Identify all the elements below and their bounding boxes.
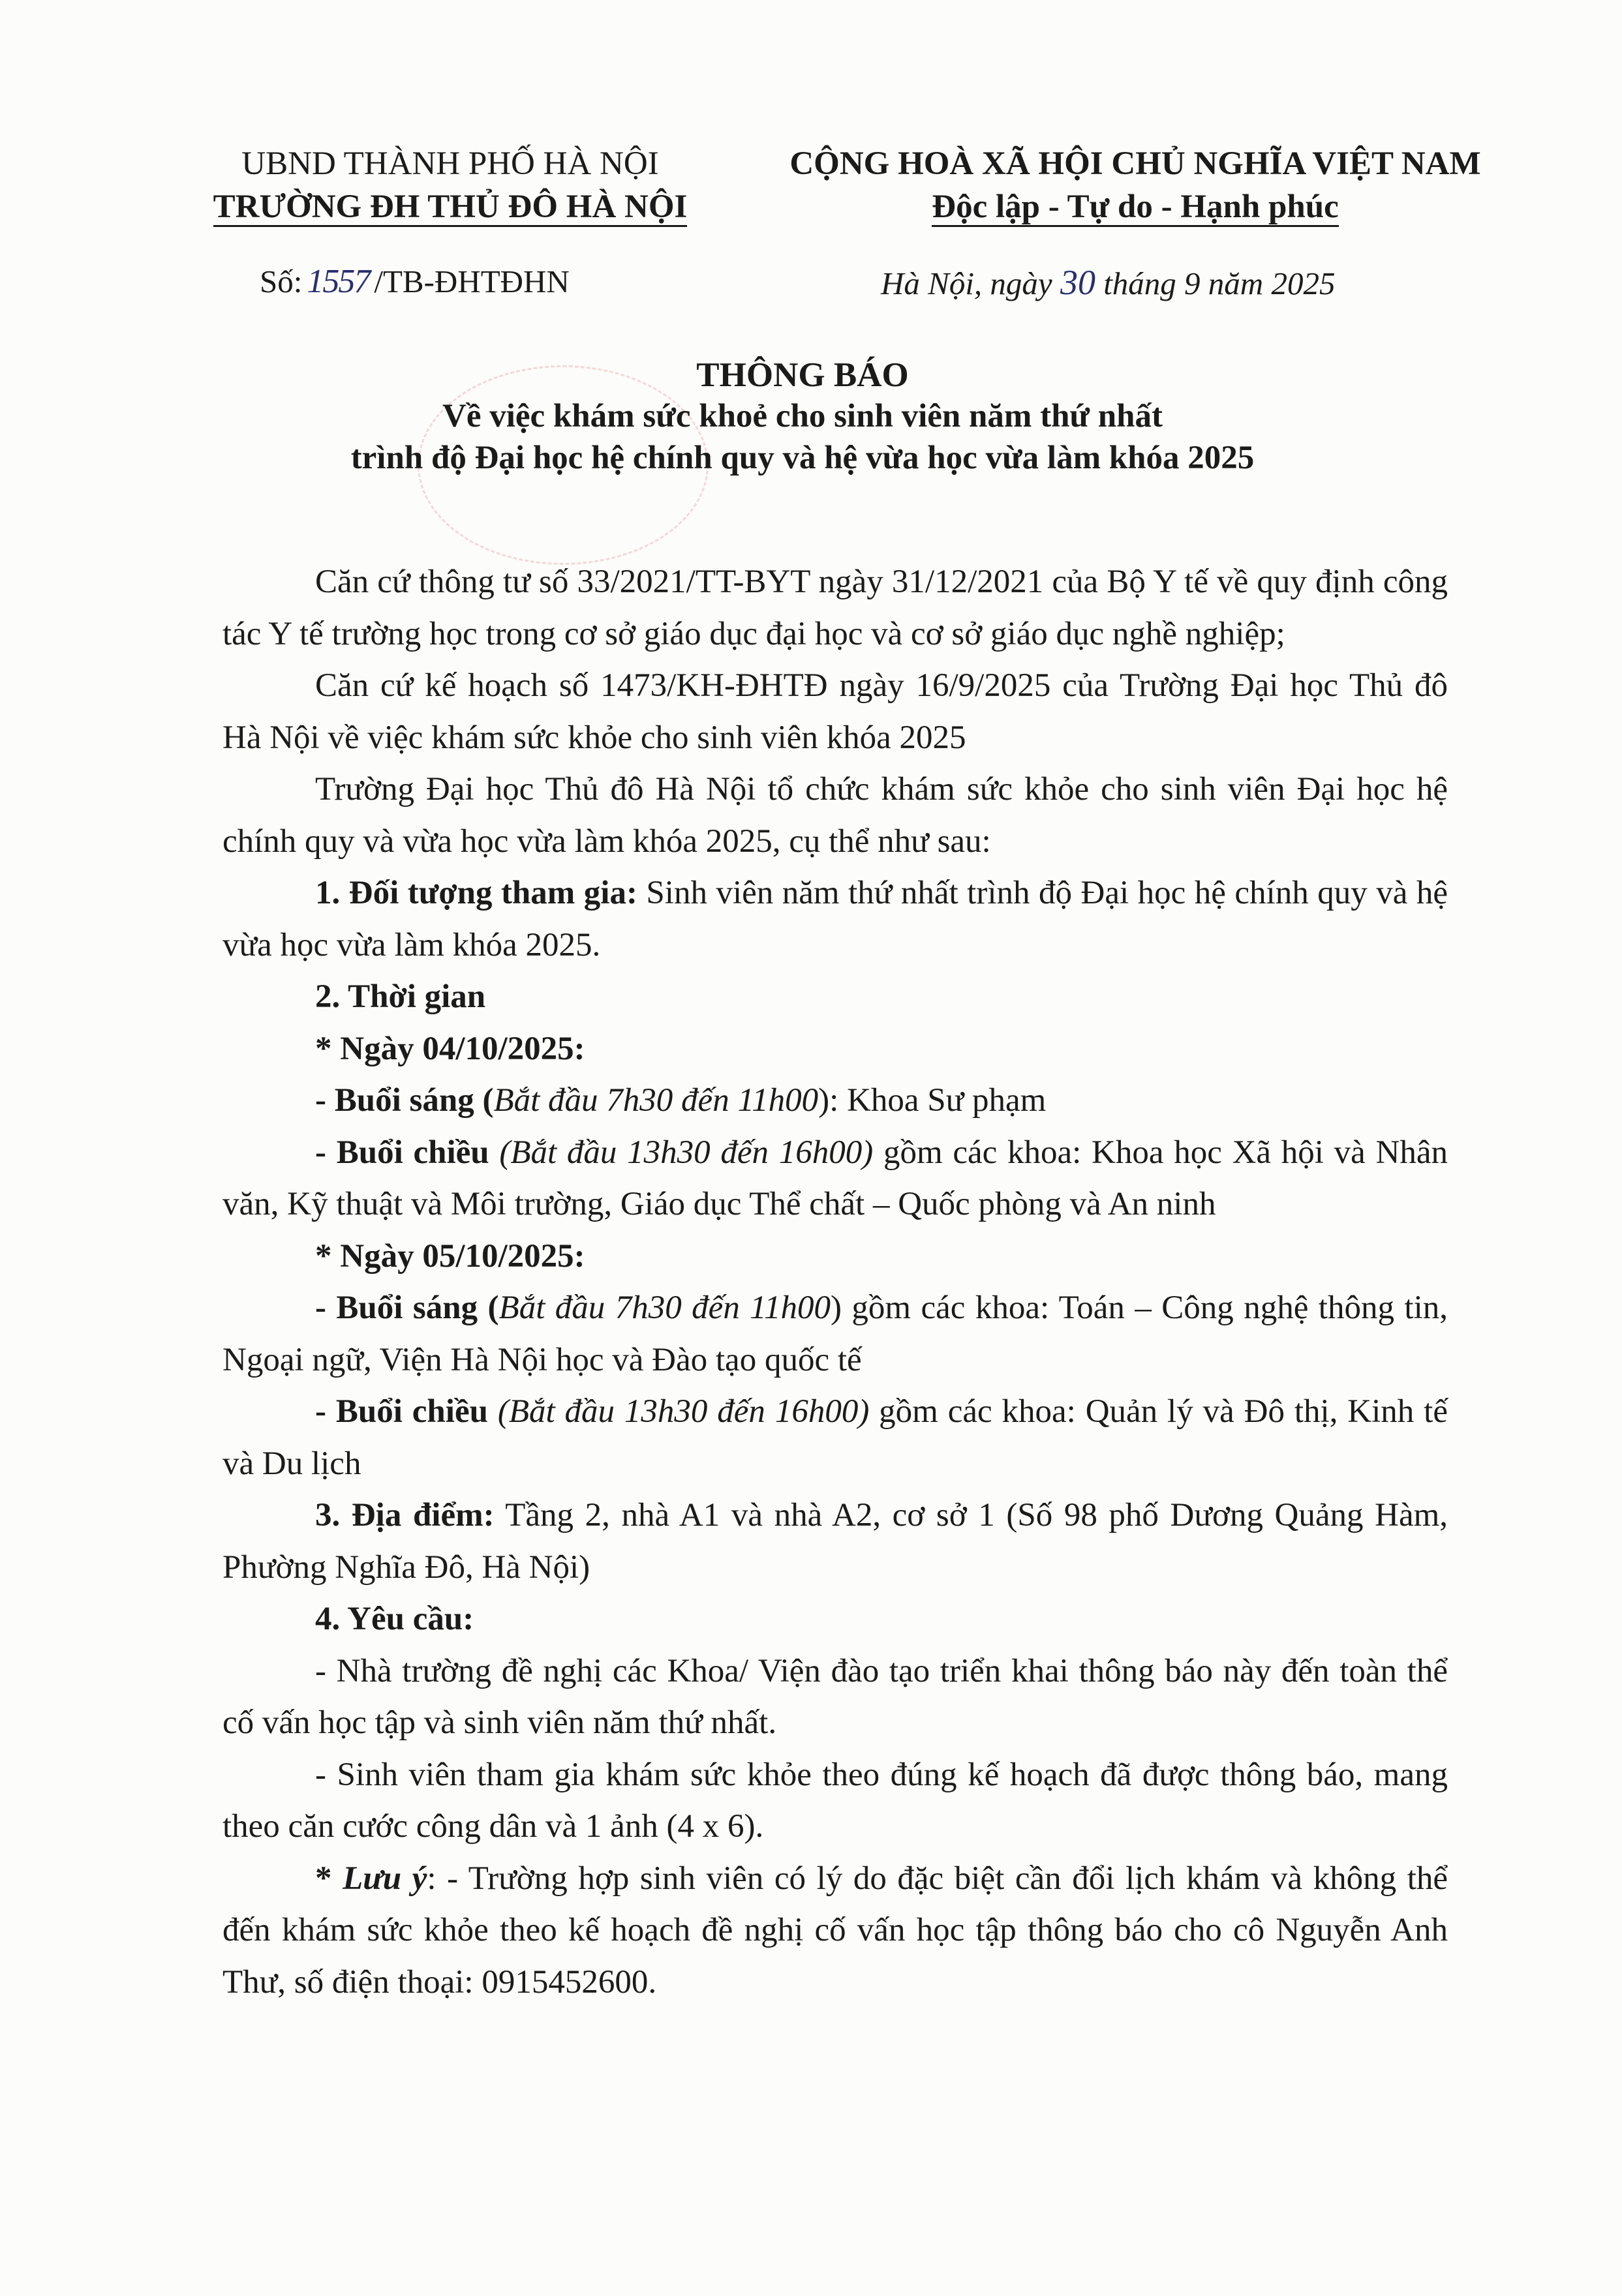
afternoon-time: (Bắt đầu 13h30 đến 16h00) [487, 1393, 870, 1430]
issuing-organization [183, 142, 718, 228]
document-number [260, 262, 570, 301]
day-2-heading: * Ngày 05/10/2025: [315, 1237, 585, 1275]
section-time-heading: 2. Thời gian [315, 978, 486, 1015]
day-1-morning: - Buổi sáng (Bắt đầu 7h30 đến 11h00): Khoa Sư phạm [315, 1082, 1047, 1119]
note-paragraph: * Lưu ý: - Trường hợp sinh viên có lý do đặc biệt cần đổi lịch khám và không thể đến khám sức khỏe theo kế hoạch đề nghị cố vấn học tập thông báo cho cô Nguyễn Anh Thư, số điện thoại: 0915452600. [222, 1860, 1448, 2001]
section-requirements-heading: 4. Yêu cầu: [315, 1601, 474, 1637]
handwritten-number: 1557 [307, 263, 370, 300]
school-name: TRƯỜNG ĐH THỦ ĐÔ HÀ NỘI [213, 189, 688, 227]
date-suffix: tháng 9 năm 2025 [1095, 265, 1336, 301]
morning-time: Bắt đầu 7h30 đến 11h00 [493, 1082, 819, 1119]
notice-subject-line-2: trình độ Đại học hệ chính quy và hệ vừa học vừa làm khóa 2025 [350, 440, 1255, 476]
morning-label: - Buổi sáng [315, 1290, 478, 1326]
day-1-afternoon [222, 1127, 1448, 1231]
legal-basis-2: Căn cứ kế hoạch số 1473/KH-ĐHTĐ ngày 16/9/2025 của Trường Đại học Thủ đô Hà Nội về việc khám sức khỏe cho sinh viên khóa 2025 [222, 667, 1448, 756]
section-location-text: Tầng 2, nhà A1 và nhà A2, cơ sở 1 (Số 98 phố Dương Quảng Hàm, Phường Nghĩa Đô, Hà Nội) [222, 1497, 1448, 1586]
afternoon-label: - Buổi chiều [315, 1393, 488, 1430]
requirement-1: - Nhà trường đề nghị các Khoa/ Viện đào tạo triển khai thông báo này đến toàn thể cố vấn học tập và sinh viên năm thứ nhất. [222, 1652, 1448, 1741]
afternoon-faculties: gồm các khoa: Khoa học Xã hội và Nhân văn, Kỹ thuật và Môi trường, Giáo dục Thể chất – Quốc phòng và An ninh [222, 1134, 1448, 1222]
morning-label: - Buổi sáng [315, 1082, 474, 1119]
morning-faculties: ) gồm các khoa: Toán – Công nghệ thông tin, Ngoại ngữ, Viện Hà Nội học và Đào tạo quốc tế [222, 1290, 1448, 1378]
afternoon-faculties: gồm các khoa: Quản lý và Đô thị, Kinh tế và Du lịch [222, 1393, 1448, 1482]
notice-subject-line-1: Về việc khám sức khoẻ cho sinh viên năm thứ nhất [442, 398, 1163, 434]
section-location [222, 1490, 1448, 1594]
legal-basis-1: Căn cứ thông tư số 33/2021/TT-BYT ngày 31/12/2021 của Bộ Y tế về quy định công tác Y tế trường học trong cơ sở giáo dục đại học và cơ sở giáo dục nghề nghiệp; [222, 564, 1448, 652]
national-header [776, 142, 1494, 228]
morning-time: Bắt đầu 7h30 đến 11h00 [498, 1290, 831, 1326]
document-date [881, 262, 1335, 303]
afternoon-label: - Buổi chiều [315, 1134, 489, 1171]
day-1-heading: * Ngày 04/10/2025: [315, 1030, 585, 1067]
doc-number-prefix: Số: [260, 264, 303, 299]
note-text: : - Trường hợp sinh viên có lý do đặc biệt cần đổi lịch khám và không thể đến khám sức khỏe theo kế hoạch đề nghị cố vấn học tập thông báo cho cô Nguyễn Anh Thư, số điện thoại: 0915452600. [222, 1860, 1448, 2001]
note-label: Lưu ý [343, 1860, 427, 1897]
afternoon-time: (Bắt đầu 13h30 đến 16h00) [489, 1134, 874, 1171]
parent-authority: UBND THÀNH PHỐ HÀ NỘI [241, 145, 659, 182]
day-2-afternoon [222, 1386, 1448, 1490]
section-participants-text: Sinh viên năm thứ nhất trình độ Đại học hệ chính quy và hệ vừa học vừa làm khóa 2025. [222, 875, 1448, 963]
notice-body [222, 556, 1448, 2008]
country-name: CỘNG HOÀ XÃ HỘI CHỦ NGHĨA VIỆT NAM [789, 145, 1481, 182]
doc-number-suffix: /TB-ĐHTĐHN [374, 264, 570, 299]
requirement-2: - Sinh viên tham gia khám sức khỏe theo đúng kế hoạch đã được thông báo, mang theo căn cước công dân và 1 ảnh (4 x 6). [222, 1756, 1448, 1845]
section-participants-label: 1. Đối tượng tham gia: [315, 875, 637, 911]
section-location-label: 3. Địa điểm: [315, 1497, 495, 1533]
morning-faculties: ): Khoa Sư phạm [818, 1082, 1047, 1119]
notice-title [196, 355, 1409, 479]
national-motto: Độc lập - Tự do - Hạnh phúc [932, 189, 1338, 227]
handwritten-day: 30 [1060, 263, 1095, 302]
date-prefix: Hà Nội, ngày [881, 265, 1060, 301]
notice-heading: THÔNG BÁO [696, 356, 909, 394]
section-participants [222, 868, 1448, 971]
intro-paragraph: Trường Đại học Thủ đô Hà Nội tổ chức khám sức khỏe cho sinh viên Đại học hệ chính quy và vừa học vừa làm khóa 2025, cụ thể như sau: [222, 771, 1448, 860]
day-2-morning: - Buổi sáng (Bắt đầu 7h30 đến 11h00) gồm các khoa: Toán – Công nghệ thông tin, Ngoại ngữ, Viện Hà Nội học và Đào tạo quốc tế [222, 1290, 1448, 1378]
